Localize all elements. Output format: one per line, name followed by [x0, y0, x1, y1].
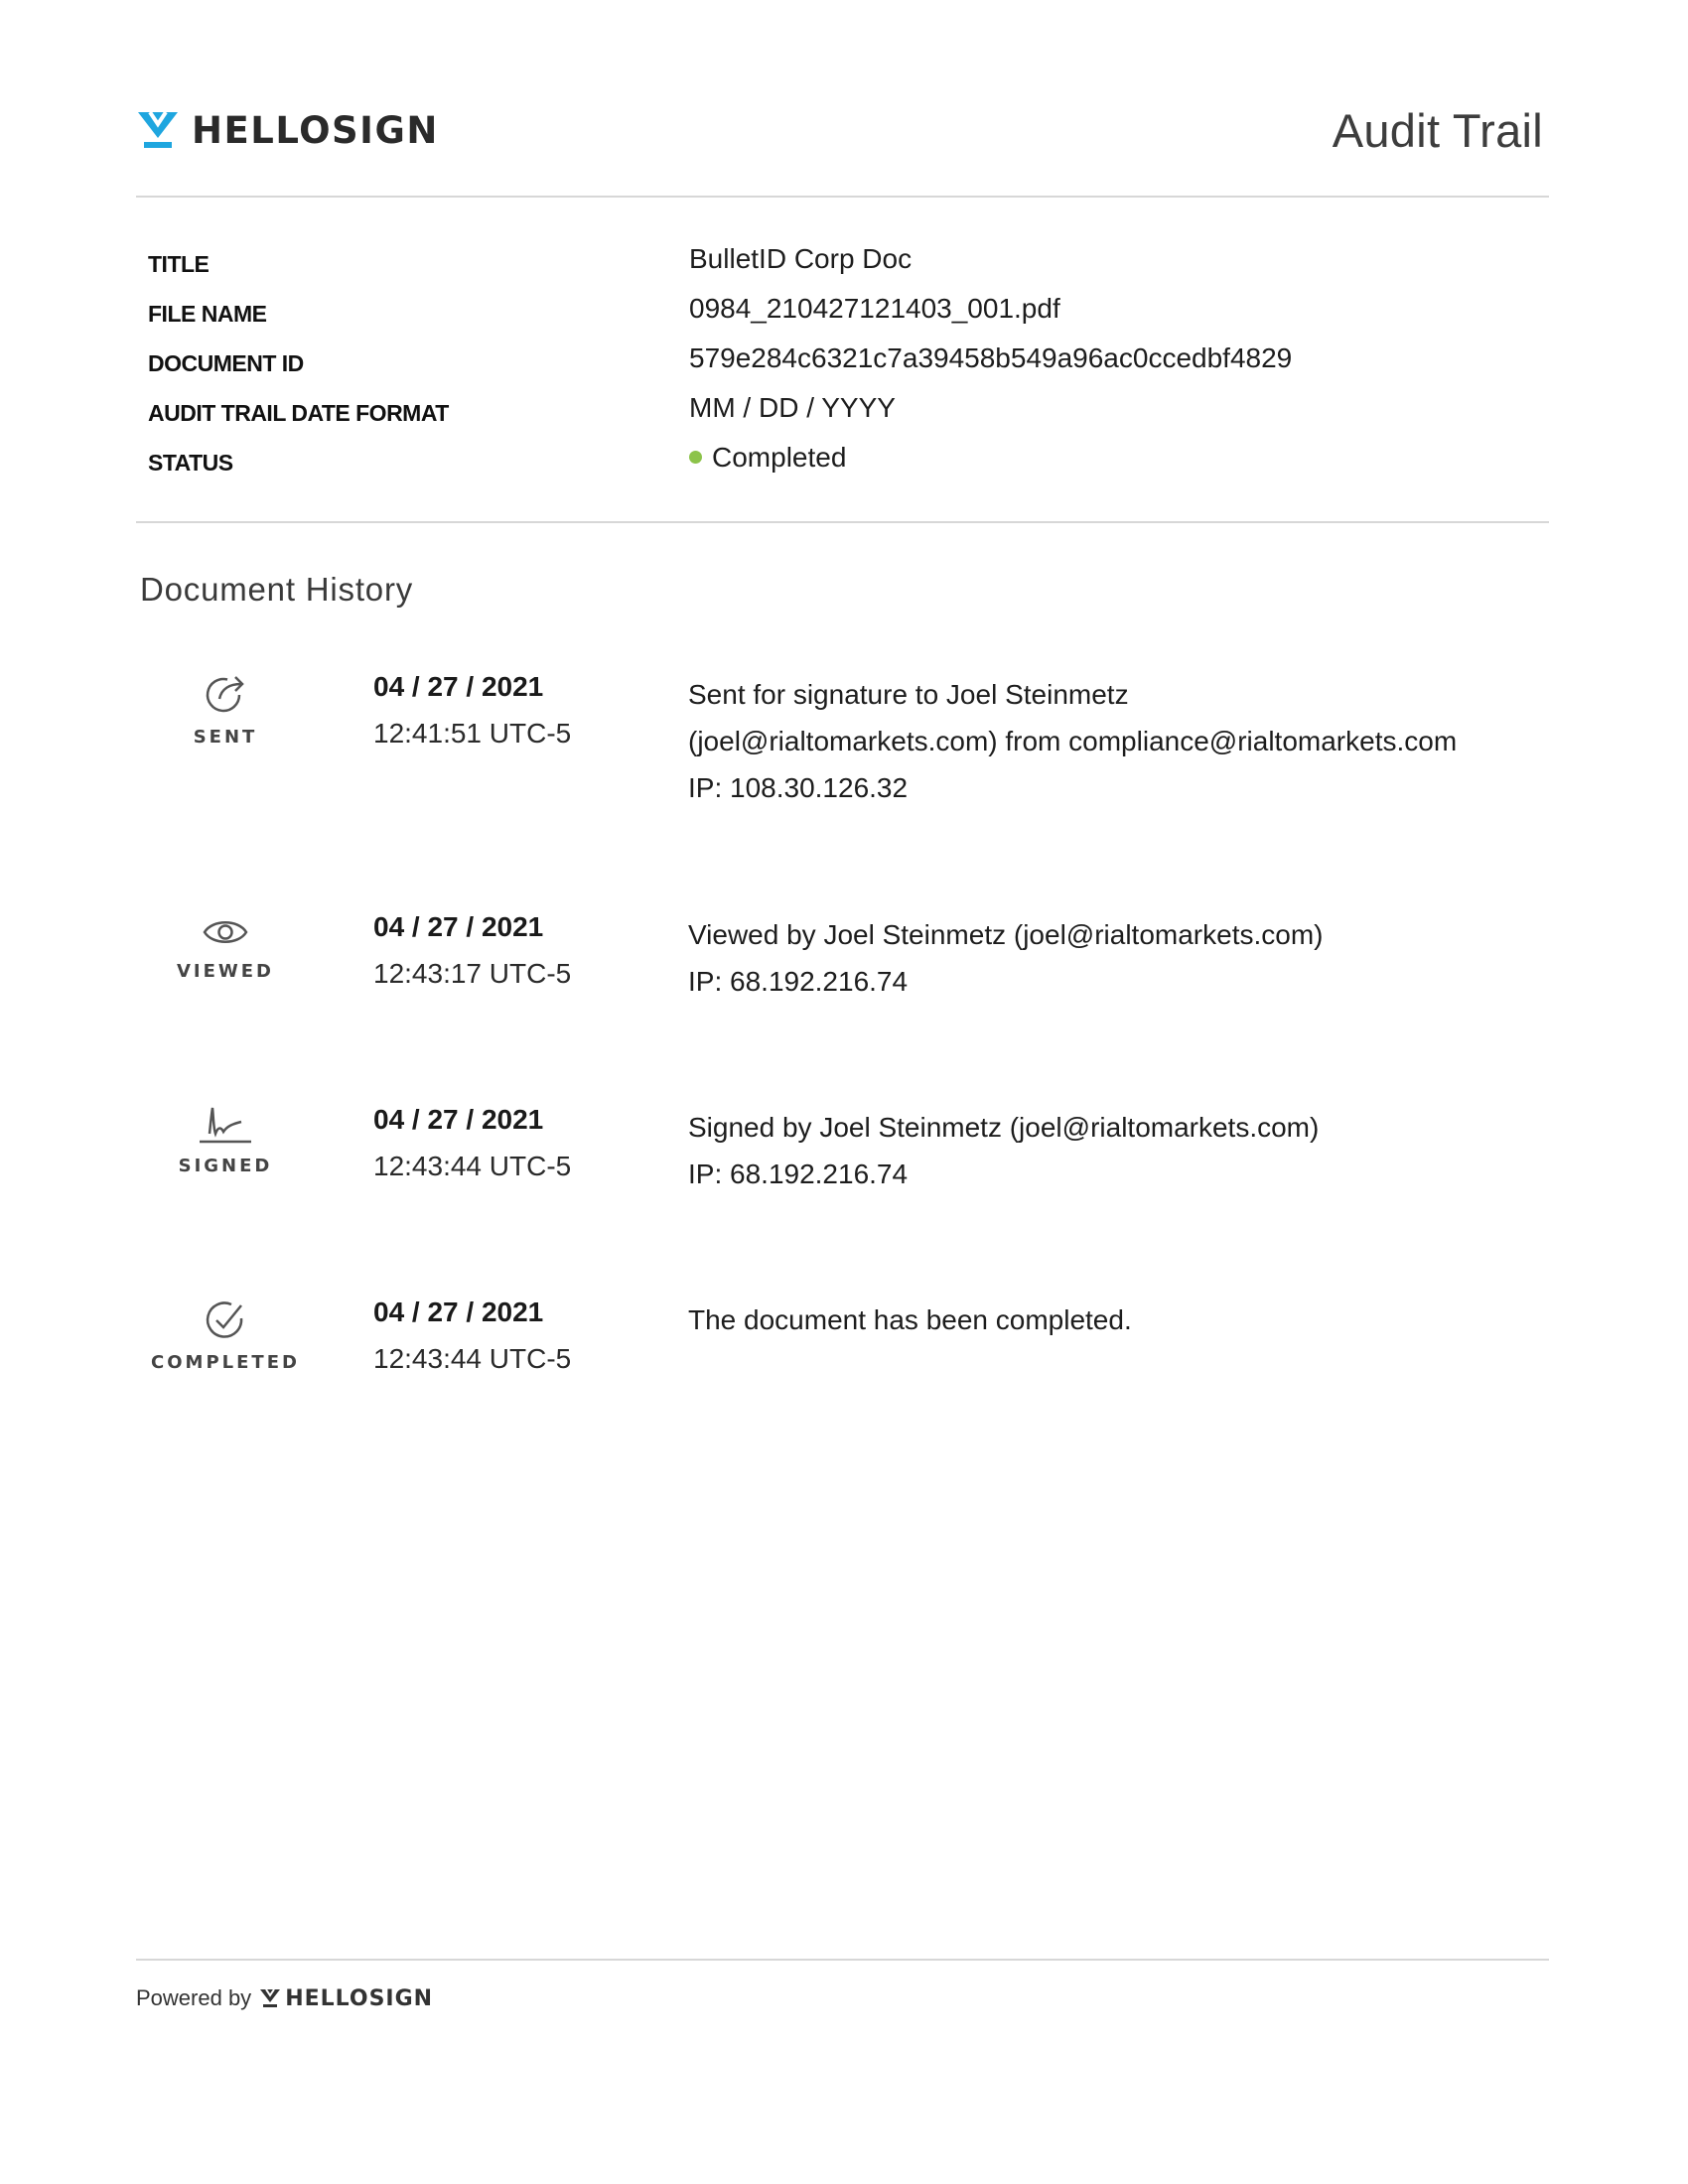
meta-row-file-name	[148, 293, 1518, 333]
history-event-signed	[136, 1104, 1526, 1253]
event-label: COMPLETED	[151, 1352, 300, 1373]
event-description-line: IP: 68.192.216.74	[688, 966, 909, 997]
event-description-line: Signed by Joel Steinmetz (joel@rialtomarkets.com)	[688, 1112, 1320, 1143]
footer-divider	[136, 1959, 1549, 1961]
meta-row-document-id	[148, 342, 1518, 382]
meta-value-file-name: 0984_210427121403_001.pdf	[689, 293, 1060, 324]
event-label: SENT	[193, 727, 258, 748]
event-icon-sent	[136, 671, 315, 748]
event-description-line: Sent for signature to Joel Steinmetz	[688, 679, 1129, 710]
document-history-title: Document History	[140, 571, 414, 608]
meta-label-document-id: DOCUMENT ID	[148, 350, 304, 376]
meta-label-file-name: FILE NAME	[148, 301, 267, 327]
event-date: 04 / 27 / 2021	[373, 1297, 544, 1327]
event-description	[688, 1104, 1542, 1197]
hellosign-footer-mark-icon	[259, 1987, 281, 2009]
status-dot-icon	[689, 451, 702, 464]
event-icon-completed	[136, 1297, 315, 1373]
hellosign-logo-text: HELLOSIGN	[192, 108, 439, 152]
meta-label-status: STATUS	[148, 450, 233, 476]
event-description	[688, 671, 1542, 811]
meta-label-title: TITLE	[148, 251, 210, 277]
event-description-line: IP: 108.30.126.32	[688, 772, 909, 803]
status-text: Completed	[712, 442, 847, 473]
event-date: 04 / 27 / 2021	[373, 671, 544, 702]
event-time: 12:43:17 UTC-5	[373, 958, 572, 989]
meta-divider	[136, 521, 1549, 523]
event-time: 12:43:44 UTC-5	[373, 1151, 572, 1181]
event-description-line: IP: 68.192.216.74	[688, 1159, 909, 1189]
event-date: 04 / 27 / 2021	[373, 1104, 544, 1135]
eye-icon	[202, 911, 249, 953]
meta-row-status	[148, 442, 1518, 481]
event-date: 04 / 27 / 2021	[373, 911, 544, 942]
event-description-line: The document has been completed.	[688, 1304, 1132, 1335]
event-description	[688, 1297, 1542, 1343]
history-event-sent	[136, 671, 1526, 820]
event-label: SIGNED	[178, 1156, 273, 1176]
check-circle-icon	[202, 1297, 249, 1344]
event-icon-signed	[136, 1104, 315, 1176]
event-description-line: (joel@rialtomarkets.com) from compliance@rialtomarkets.com	[688, 726, 1458, 756]
meta-value-status	[689, 442, 846, 474]
meta-row-title	[148, 243, 1518, 283]
sent-arrow-icon	[202, 671, 249, 719]
event-description-line: Viewed by Joel Steinmetz (joel@rialtomarkets.com)	[688, 919, 1324, 950]
header-divider	[136, 196, 1549, 198]
hellosign-logo	[136, 107, 439, 153]
footer-brand-text: HELLOSIGN	[285, 1985, 434, 2011]
meta-value-document-id: 579e284c6321c7a39458b549a96ac0ccedbf4829	[689, 342, 1293, 373]
event-time: 12:43:44 UTC-5	[373, 1343, 572, 1374]
powered-by-text: Powered by	[136, 1985, 252, 2010]
event-icon-viewed	[136, 911, 315, 982]
event-label: VIEWED	[176, 961, 274, 982]
footer	[136, 1985, 433, 2011]
meta-value-title: BulletID Corp Doc	[689, 243, 913, 274]
meta-label-date-format: AUDIT TRAIL DATE FORMAT	[148, 400, 449, 426]
history-event-completed	[136, 1297, 1526, 1445]
page-title: Audit Trail	[1332, 104, 1543, 157]
meta-value-date-format: MM / DD / YYYY	[689, 392, 896, 423]
meta-row-date-format	[148, 392, 1518, 432]
signature-icon	[198, 1104, 253, 1148]
event-time: 12:41:51 UTC-5	[373, 718, 572, 749]
history-event-viewed	[136, 911, 1526, 1060]
event-description	[688, 911, 1542, 1005]
hellosign-logo-mark-icon	[136, 108, 180, 152]
